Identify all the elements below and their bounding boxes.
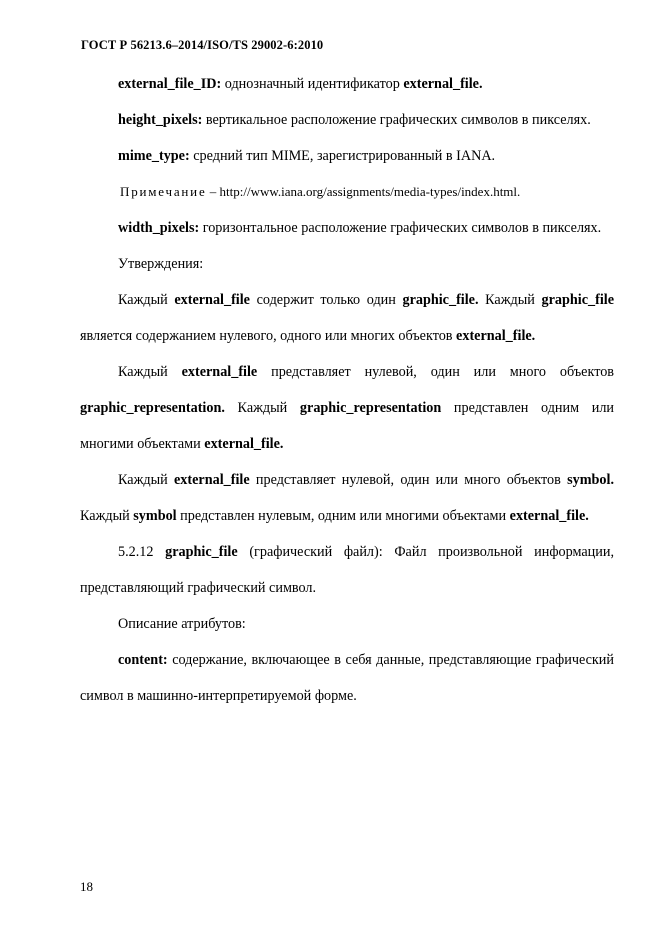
paragraph-mime-type	[80, 138, 614, 174]
text: Каждый	[118, 472, 174, 488]
term: graphic_file.	[402, 292, 479, 308]
text: Описание атрибутов:	[118, 616, 246, 632]
paragraph-attributes-heading	[80, 606, 614, 642]
paragraph-content	[80, 642, 614, 714]
term: content:	[118, 652, 168, 668]
term: width_pixels:	[118, 220, 200, 236]
text: Каждый	[118, 364, 182, 380]
document-body	[80, 66, 614, 714]
note-label: Примечание	[120, 184, 207, 199]
section-number: 5.2.12	[118, 544, 166, 560]
text: представлен нулевым, одним или многими объектами	[176, 508, 510, 524]
document-header: ГОСТ Р 56213.6–2014/ISO/TS 29002-6:2010	[81, 38, 324, 52]
paragraph-width-pixels	[80, 210, 614, 246]
term: external_file.	[204, 436, 284, 452]
text: однозначный идентификатор	[221, 76, 404, 92]
page-number: 18	[80, 879, 93, 894]
text: вертикальное расположение графических символов в пикселях.	[202, 112, 591, 128]
text: представлен одним или многими объектами	[80, 400, 615, 452]
text: Каждый	[478, 292, 542, 308]
text: Утверждения:	[118, 256, 204, 272]
term: external_file.	[456, 328, 536, 344]
text: содержание, включающее в себя данные, представляющие графический символ в машинно-интерпретируемой форме.	[80, 652, 614, 704]
term: external_file_ID:	[118, 76, 222, 92]
term: external_file	[174, 292, 250, 308]
paragraph-external-file-id	[80, 66, 614, 102]
term: graphic_representation	[299, 400, 442, 416]
note-text: – http://www.iana.org/assignments/media-types/index.html.	[206, 184, 521, 199]
paragraph-assertions-heading	[80, 246, 614, 282]
term: external_file	[174, 472, 250, 488]
term: external_file	[181, 364, 258, 380]
term: symbol.	[567, 472, 614, 488]
text: (графический файл): Файл произвольной информации, представляющий графический символ.	[80, 544, 615, 596]
paragraph-assertion-symbol	[80, 462, 614, 534]
text: содержит только один	[249, 292, 403, 308]
paragraph-height-pixels	[80, 102, 614, 138]
text: горизонтальное расположение графических символов в пикселях.	[199, 220, 602, 236]
text: Каждый	[118, 292, 175, 308]
term: height_pixels:	[118, 112, 203, 128]
term: graphic_file	[541, 292, 615, 308]
text: представляет нулевой, один или много объектов	[257, 364, 614, 380]
term: mime_type:	[118, 148, 190, 164]
term: graphic_representation.	[80, 400, 225, 416]
text: представляет нулевой, один или много объектов	[249, 472, 568, 488]
text: является содержанием нулевого, одного или многих объектов	[80, 328, 457, 344]
text: Каждый	[224, 400, 300, 416]
term: external_file.	[403, 76, 483, 92]
term: graphic_file	[165, 544, 238, 560]
paragraph-assertion-graphic-representation	[80, 354, 614, 462]
paragraph-section-5-2-12	[80, 534, 614, 606]
paragraph-assertion-graphic-file	[80, 282, 614, 354]
text: средний тип MIME, зарегистрированный в IANA.	[189, 148, 496, 164]
term: external_file.	[509, 508, 589, 524]
text: Каждый	[80, 508, 134, 524]
note	[80, 174, 614, 210]
term: symbol	[133, 508, 177, 524]
